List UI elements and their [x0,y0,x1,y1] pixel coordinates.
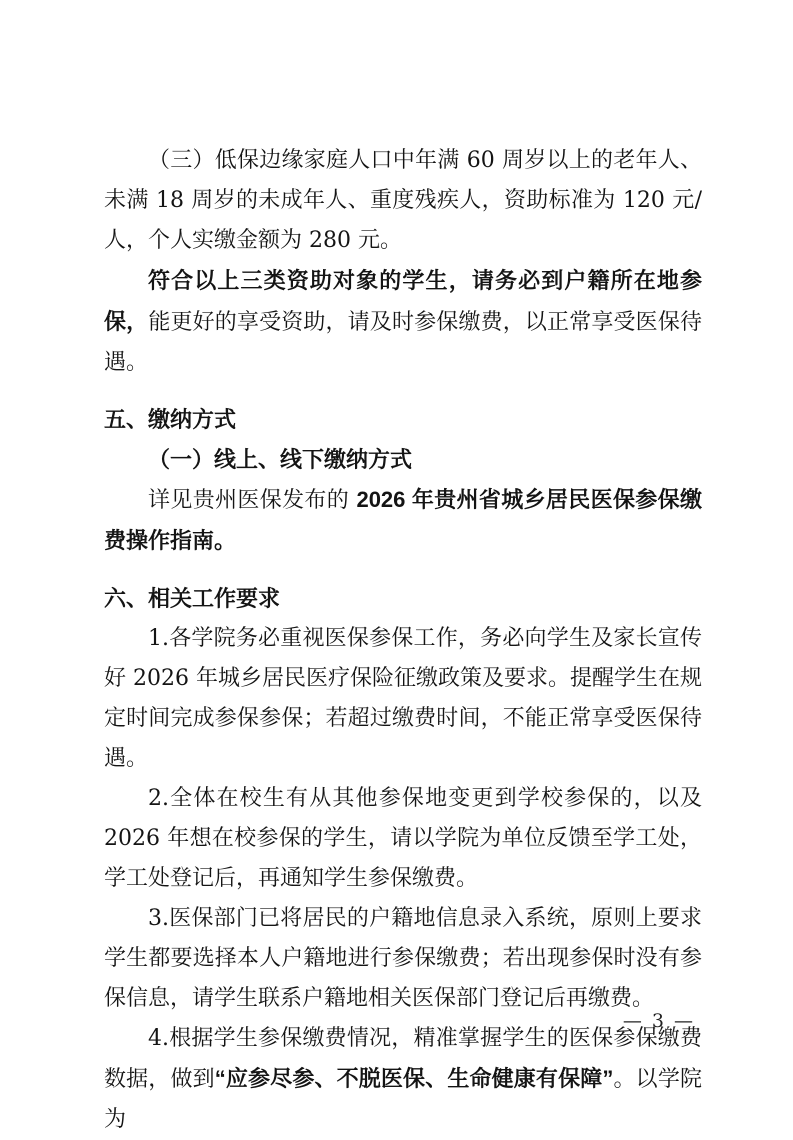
document-body [104,141,702,1140]
paragraph-requirement-3 [104,899,702,1019]
paragraph-payment-guide-regular: 详见贵州医保发布的 [148,488,357,513]
paragraph-requirement-4-before: 4.根据学生参保缴费情况，精准掌握学生的医保参保缴费数据，做到 [104,1026,702,1092]
paragraph-subsidy-category-3 [104,141,702,261]
paragraph-requirement-4-after: 。以学院为 [104,1067,702,1132]
section-6-heading: 六、相关工作要求 [104,586,281,611]
paragraph-enroll-reminder [104,261,702,383]
paragraph-enroll-reminder-regular: 能更好的享受资助，请及时参保缴费，以正常享受医保待遇。 [104,310,702,375]
paragraph-requirement-3-text: 3.医保部门已将居民的户籍地信息录入系统，原则上要求学生都要选择本人户籍地进行参保缴费；若出现参保时没有参保信息，请学生联系户籍地相关医保部门登记后再缴费。 [104,906,702,1011]
paragraph-payment-guide-bold: 2026 年贵州省城乡居民医保参保缴费操作指南。 [104,487,702,553]
section-5-subheading: （一）线上、线下缴纳方式 [148,447,413,472]
paragraph-enroll-reminder-bold: 符合以上三类资助对象的学生，请务必到户籍所在地参保， [104,268,702,334]
paragraph-payment-guide [104,480,702,562]
section-5-heading: 五、缴纳方式 [104,407,237,432]
paragraph-requirement-1 [104,619,702,779]
paragraph-requirement-1-text: 1.各学院务必重视医保参保工作，务必向学生及家长宣传好 2026 年城乡居民医疗保险征缴政策及要求。提醒学生在规定时间完成参保参保；若超过缴费时间，不能正常享受医保待遇。 [104,626,702,771]
page-number: — 3 — [622,1010,695,1032]
paragraph-requirement-2 [104,779,702,899]
paragraph-requirement-2-text: 2.全体在校生有从其他参保地变更到学校参保的，以及 2026 年想在校参保的学生，请以学院为单位反馈至学工处，学工处登记后，再通知学生参保缴费。 [104,786,702,891]
paragraph-requirement-4-bold: “应参尽参、不脱医保、生命健康有保障” [214,1066,614,1091]
paragraph-subsidy-category-3-text: （三）低保边缘家庭人口中年满 60 周岁以上的老年人、未满 18 周岁的未成年人、重度残疾人，资助标准为 120 元/人，个人实缴金额为 280 元。 [104,148,702,253]
